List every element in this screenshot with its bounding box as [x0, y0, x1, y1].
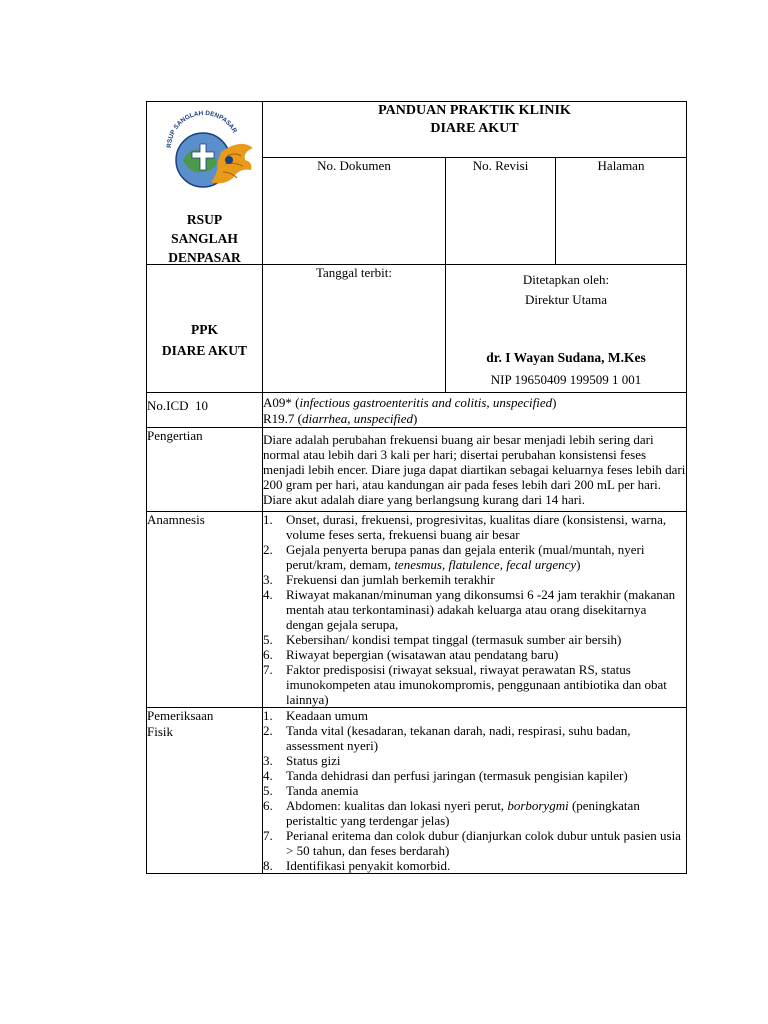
- clinical-guideline-table: [146, 101, 687, 874]
- ppk-cell: [147, 265, 263, 393]
- institution-name-line-3: DENPASAR: [168, 250, 241, 265]
- icd-code-1-desc: infectious gastroenteritis and colitis, unspecified: [299, 395, 553, 410]
- institution-cell: [147, 102, 263, 265]
- list-item: [263, 572, 686, 587]
- item-text: Frekuensi dan jumlah berkemih terakhir: [286, 572, 495, 587]
- ppk-line-1: PPK: [191, 322, 218, 337]
- list-item: [263, 662, 686, 707]
- item-text: Perianal eritema dan colok dubur (dianjurkan colok dubur untuk pasien usia > 50 tahun, dan feses berdarah): [286, 828, 681, 858]
- no-revisi-cell: [446, 157, 556, 264]
- list-item: [263, 768, 686, 783]
- pengertian-text: Diare adalah perubahan frekuensi buang air besar menjadi lebih sering dari normal atau lebih dari 3 kali per hari; disertai perubahan konsistensi feses menjadi lebih encer. Diare juga dapat diartikan sebagai keluarnya feses lebih dari 200 gram per hari, atau kandungan air pada feses lebih dari 200 mL per hari. Diare akut adalah diare yang berlangsung kurang dari 14 hari.: [263, 428, 687, 512]
- list-item: [263, 798, 686, 828]
- icd-code-2-desc: diarrhea, unspecified: [302, 411, 413, 426]
- icd-label: No.ICD 10: [147, 398, 209, 413]
- pemeriksaan-label-line-1: Pemeriksaan: [147, 708, 214, 723]
- pemeriksaan-list: [263, 708, 686, 873]
- pengertian-label: Pengertian: [147, 428, 203, 443]
- tanggal-terbit-cell: [263, 265, 446, 393]
- icd-code-2: R19.7: [263, 411, 295, 426]
- no-revisi-label: No. Revisi: [472, 157, 529, 173]
- pemeriksaan-list-cell: [263, 708, 687, 874]
- item-text: Abdomen: kualitas dan lokasi nyeri perut,: [286, 798, 508, 813]
- icd-code-1: A09*: [263, 395, 292, 410]
- list-item: [263, 783, 686, 798]
- item-number: 7.: [263, 828, 273, 843]
- icd-value-cell: [263, 393, 687, 428]
- item-number: 4.: [263, 587, 273, 602]
- ditetapkan-role: Direktur Utama: [525, 292, 607, 307]
- pengertian-label-cell: [147, 428, 263, 512]
- logo-arc-text: RSUP SANGLAH DENPASAR: [165, 109, 238, 149]
- institution-name-line-1: RSUP: [186, 212, 223, 227]
- item-number: 1.: [263, 512, 273, 527]
- item-text: Keadaan umum: [286, 708, 368, 723]
- ppk-line-2: DIARE AKUT: [161, 343, 248, 358]
- item-number: 5.: [263, 783, 273, 798]
- item-text: Kebersihan/ kondisi tempat tinggal (termasuk sumber air bersih): [286, 632, 622, 647]
- item-number: 3.: [263, 572, 273, 587]
- item-number: 1.: [263, 708, 273, 723]
- item-number: 4.: [263, 768, 273, 783]
- item-text-after: ): [576, 557, 581, 572]
- list-item: [263, 708, 686, 723]
- list-item: [263, 632, 686, 647]
- tanggal-terbit-label: Tanggal terbit:: [316, 265, 392, 280]
- item-number: 8.: [263, 858, 273, 873]
- icd-code-2-line: R19.7 (diarrhea, unspecified): [263, 411, 418, 426]
- anamnesis-list-cell: [263, 512, 687, 708]
- item-text: Tanda dehidrasi dan perfusi jaringan (termasuk pengisian kapiler): [286, 768, 628, 783]
- list-item: [263, 542, 686, 572]
- item-text: Faktor predisposisi (riwayat seksual, riwayat perawatan RS, status imunokompeten atau imunokompromis, penggunaan antibiotika dan obat lainnya): [286, 662, 667, 707]
- no-dokumen-cell: [263, 157, 446, 264]
- item-number: 5.: [263, 632, 273, 647]
- list-item: [263, 647, 686, 662]
- document-title: [263, 102, 687, 158]
- list-item: [263, 753, 686, 768]
- signer-name: dr. I Wayan Sudana, M.Kes: [486, 350, 646, 365]
- halaman-label: Halaman: [597, 157, 645, 173]
- item-text-after: (peningkatan peristaltic yang terdengar jelas): [286, 798, 640, 828]
- ditetapkan-label: Ditetapkan oleh:: [522, 272, 610, 287]
- item-text: Status gizi: [286, 753, 341, 768]
- item-number: 6.: [263, 647, 273, 662]
- item-text: Tanda anemia: [286, 783, 359, 798]
- anamnesis-list: [263, 512, 686, 707]
- anamnesis-label: Anamnesis: [147, 512, 205, 527]
- item-text: Identifikasi penyakit komorbid.: [286, 858, 451, 873]
- list-item: [263, 723, 686, 753]
- item-number: 6.: [263, 798, 273, 813]
- signature-cell: [446, 265, 687, 393]
- item-number: 3.: [263, 753, 273, 768]
- icd-label-cell: [147, 393, 263, 428]
- pemeriksaan-label-cell: [147, 708, 263, 874]
- item-text: Tanda vital (kesadaran, tekanan darah, nadi, respirasi, suhu badan, assessment nyeri): [286, 723, 631, 753]
- item-text: Gejala penyerta berupa panas dan gejala enterik (mual/muntah, nyeri perut/kram, demam,: [286, 542, 645, 572]
- list-item: [263, 512, 686, 542]
- item-text: Riwayat makanan/minuman yang dikonsumsi 6 -24 jam terakhir (makanan mentah atau terkontaminasi) adakah keluarga atau orang disekitarnya dengan gejala serupa,: [286, 587, 676, 632]
- item-text: Onset, durasi, frekuensi, progresivitas, kualitas diare (konsistensi, warna, volume feses serta, frekuensi buang air besar: [286, 512, 667, 542]
- item-number: 2.: [263, 542, 273, 557]
- no-dokumen-label: No. Dokumen: [317, 157, 391, 173]
- icd-code-1-line: A09* (infectious gastroenteritis and colitis, unspecified): [263, 395, 557, 410]
- list-item: [263, 828, 686, 858]
- halaman-cell: [556, 157, 687, 264]
- item-number: 2.: [263, 723, 273, 738]
- anamnesis-label-cell: [147, 512, 263, 708]
- hospital-logo: [161, 108, 257, 200]
- institution-name-line-2: SANGLAH: [171, 231, 238, 246]
- item-italic-text: borborygmi: [507, 798, 569, 813]
- item-italic-text: tenesmus, flatulence, fecal urgency: [394, 557, 577, 572]
- item-number: 7.: [263, 662, 273, 677]
- signer-nip: NIP 19650409 199509 1 001: [490, 372, 642, 387]
- list-item: [263, 858, 686, 873]
- title-line-2: DIARE AKUT: [430, 121, 519, 136]
- item-text: Riwayat bepergian (wisatawan atau pendatang baru): [286, 647, 559, 662]
- pemeriksaan-label-line-2: Fisik: [147, 724, 174, 739]
- title-line-1: PANDUAN PRAKTIK KLINIK: [378, 103, 571, 118]
- list-item: [263, 587, 686, 632]
